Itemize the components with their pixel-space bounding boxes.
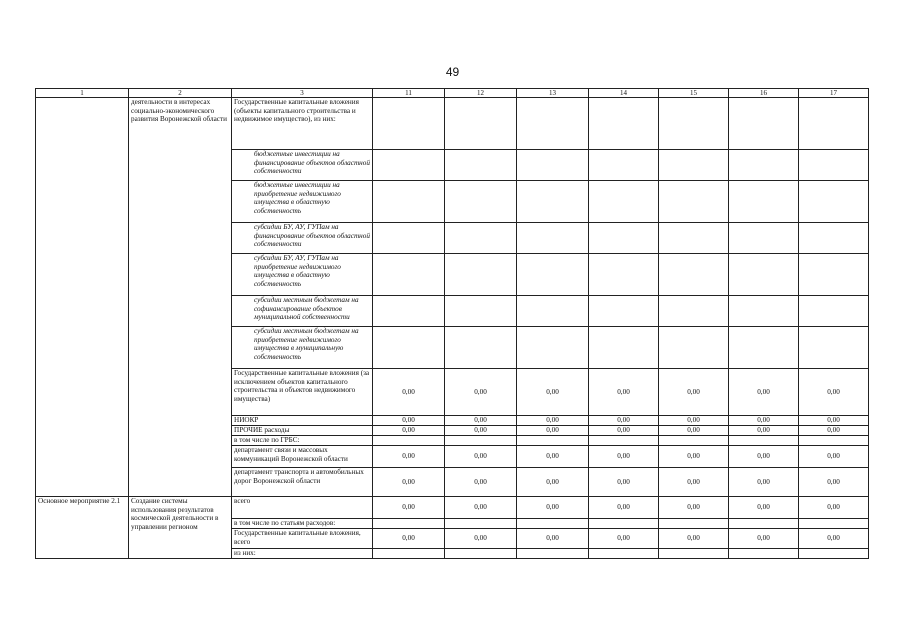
budget-table <box>35 88 869 559</box>
value-cell: 0,00 <box>373 416 445 426</box>
value-cell <box>799 150 869 181</box>
value-cell: 0,00 <box>659 529 729 549</box>
value-cell <box>373 436 445 446</box>
value-cell <box>445 519 517 529</box>
value-cell: 0,00 <box>445 369 517 416</box>
value-cell <box>659 223 729 254</box>
value-cell <box>445 296 517 327</box>
value-cell <box>729 436 799 446</box>
expense-label: ПРОЧИЕ расходы <box>232 426 373 436</box>
expense-label: субсидии местным бюджетам на приобретение недвижимого имущества в муниципальную собственность <box>232 327 373 369</box>
value-cell <box>589 549 659 559</box>
value-cell <box>659 436 729 446</box>
value-cell <box>729 327 799 369</box>
value-cell: 0,00 <box>799 446 869 468</box>
value-cell <box>373 519 445 529</box>
value-cell: 0,00 <box>517 468 589 497</box>
value-cell <box>659 98 729 150</box>
value-cell: 0,00 <box>517 529 589 549</box>
value-cell <box>589 296 659 327</box>
expense-label: бюджетные инвестиции на приобретение недвижимого имущества в областную собственность <box>232 181 373 223</box>
value-cell: 0,00 <box>729 529 799 549</box>
value-cell <box>799 181 869 223</box>
value-cell: 0,00 <box>517 369 589 416</box>
value-cell <box>729 98 799 150</box>
value-cell <box>799 223 869 254</box>
value-cell: 0,00 <box>589 497 659 519</box>
expense-label: из них: <box>232 549 373 559</box>
table-row <box>36 497 869 519</box>
value-cell: 0,00 <box>589 426 659 436</box>
value-cell <box>373 327 445 369</box>
value-cell: 0,00 <box>659 416 729 426</box>
value-cell <box>373 150 445 181</box>
value-cell: 0,00 <box>799 468 869 497</box>
value-cell: 0,00 <box>589 416 659 426</box>
expense-label: субсидии БУ, АУ, ГУПам на приобретение недвижимого имущества в областную собственность <box>232 254 373 296</box>
value-cell: 0,00 <box>589 446 659 468</box>
value-cell: 0,00 <box>729 369 799 416</box>
value-cell <box>589 436 659 446</box>
value-cell <box>445 254 517 296</box>
value-cell <box>373 223 445 254</box>
value-cell <box>799 98 869 150</box>
value-cell <box>517 181 589 223</box>
value-cell <box>373 296 445 327</box>
value-cell: 0,00 <box>445 416 517 426</box>
value-cell: 0,00 <box>445 426 517 436</box>
value-cell: 0,00 <box>517 416 589 426</box>
value-cell: 0,00 <box>373 497 445 519</box>
value-cell <box>589 98 659 150</box>
value-cell <box>659 296 729 327</box>
value-cell: 0,00 <box>729 426 799 436</box>
value-cell: 0,00 <box>659 468 729 497</box>
value-cell <box>445 436 517 446</box>
header-cell: 15 <box>659 89 729 98</box>
value-cell <box>517 549 589 559</box>
header-row <box>36 89 869 98</box>
value-cell: 0,00 <box>729 416 799 426</box>
header-cell: 11 <box>373 89 445 98</box>
value-cell: 0,00 <box>729 497 799 519</box>
value-cell <box>659 181 729 223</box>
header-cell: 2 <box>129 89 232 98</box>
value-cell <box>729 519 799 529</box>
value-cell <box>517 98 589 150</box>
value-cell: 0,00 <box>373 529 445 549</box>
value-cell: 0,00 <box>517 426 589 436</box>
value-cell: 0,00 <box>799 426 869 436</box>
value-cell <box>729 254 799 296</box>
value-cell <box>517 296 589 327</box>
value-cell: 0,00 <box>659 369 729 416</box>
value-cell <box>373 549 445 559</box>
table-row <box>36 98 869 150</box>
value-cell <box>589 223 659 254</box>
activity-cell <box>36 98 129 497</box>
value-cell: 0,00 <box>373 468 445 497</box>
value-cell <box>373 254 445 296</box>
expense-label: в том числе по статьям расходов: <box>232 519 373 529</box>
value-cell <box>589 254 659 296</box>
value-cell: 0,00 <box>445 529 517 549</box>
value-cell: 0,00 <box>445 446 517 468</box>
value-cell <box>445 223 517 254</box>
value-cell: 0,00 <box>729 468 799 497</box>
value-cell: 0,00 <box>373 446 445 468</box>
page-number: 49 <box>445 65 460 79</box>
value-cell <box>799 327 869 369</box>
value-cell <box>729 181 799 223</box>
value-cell: 0,00 <box>799 529 869 549</box>
value-cell <box>799 436 869 446</box>
expense-label: всего <box>232 497 373 519</box>
expense-label: субсидии БУ, АУ, ГУПам на финансирование объектов областной собственности <box>232 223 373 254</box>
expense-label: бюджетные инвестиции на финансирование объектов областной собственности <box>232 150 373 181</box>
value-cell: 0,00 <box>589 529 659 549</box>
value-cell <box>445 549 517 559</box>
expense-label: Государственные капитальные вложения (за исключением объектов капитального строительства и объектов недвижимого имущества) <box>232 369 373 416</box>
expense-label: субсидии местным бюджетам на софинансирование объектов муниципальной собственности <box>232 296 373 327</box>
value-cell <box>517 327 589 369</box>
value-cell: 0,00 <box>373 369 445 416</box>
value-cell <box>589 181 659 223</box>
value-cell: 0,00 <box>799 416 869 426</box>
value-cell: 0,00 <box>799 369 869 416</box>
description-cell: деятельности в интересах социально-экономического развития Воронежской области <box>129 98 232 497</box>
value-cell <box>445 327 517 369</box>
value-cell <box>659 327 729 369</box>
header-cell: 14 <box>589 89 659 98</box>
value-cell <box>589 150 659 181</box>
value-cell <box>729 549 799 559</box>
value-cell <box>799 549 869 559</box>
value-cell <box>517 254 589 296</box>
value-cell: 0,00 <box>659 426 729 436</box>
value-cell: 0,00 <box>445 497 517 519</box>
value-cell <box>729 223 799 254</box>
expense-label: департамент транспорта и автомобильных дорог Воронежской области <box>232 468 373 497</box>
header-cell: 3 <box>232 89 373 98</box>
value-cell <box>445 98 517 150</box>
expense-label: Государственные капитальные вложения (объекты капитального строительства и недвижимое имущество), из них: <box>232 98 373 150</box>
value-cell: 0,00 <box>589 468 659 497</box>
value-cell <box>729 296 799 327</box>
value-cell: 0,00 <box>589 369 659 416</box>
expense-label: в том числе по ГРБС: <box>232 436 373 446</box>
value-cell: 0,00 <box>445 468 517 497</box>
value-cell <box>659 549 729 559</box>
value-cell <box>659 150 729 181</box>
value-cell: 0,00 <box>729 446 799 468</box>
value-cell <box>589 327 659 369</box>
value-cell <box>445 150 517 181</box>
header-cell: 13 <box>517 89 589 98</box>
value-cell: 0,00 <box>373 426 445 436</box>
value-cell <box>517 223 589 254</box>
value-cell <box>729 150 799 181</box>
value-cell: 0,00 <box>659 497 729 519</box>
value-cell <box>517 519 589 529</box>
value-cell <box>659 519 729 529</box>
value-cell: 0,00 <box>517 446 589 468</box>
value-cell <box>589 519 659 529</box>
header-cell: 1 <box>36 89 129 98</box>
value-cell <box>517 436 589 446</box>
expense-label: НИОКР <box>232 416 373 426</box>
value-cell <box>373 181 445 223</box>
description-cell: Создание системы использования результатов космической деятельности в управлении регионом <box>129 497 232 559</box>
value-cell: 0,00 <box>799 497 869 519</box>
value-cell <box>659 254 729 296</box>
expense-label: Государственные капитальные вложения, всего <box>232 529 373 549</box>
value-cell <box>799 296 869 327</box>
header-cell: 12 <box>445 89 517 98</box>
value-cell <box>445 181 517 223</box>
value-cell <box>517 150 589 181</box>
value-cell: 0,00 <box>517 497 589 519</box>
value-cell <box>373 98 445 150</box>
header-cell: 17 <box>799 89 869 98</box>
value-cell <box>799 519 869 529</box>
value-cell: 0,00 <box>659 446 729 468</box>
activity-cell: Основное мероприятие 2.1 <box>36 497 129 559</box>
expense-label: департамент связи и массовых коммуникаций Воронежской области <box>232 446 373 468</box>
header-cell: 16 <box>729 89 799 98</box>
value-cell <box>799 254 869 296</box>
